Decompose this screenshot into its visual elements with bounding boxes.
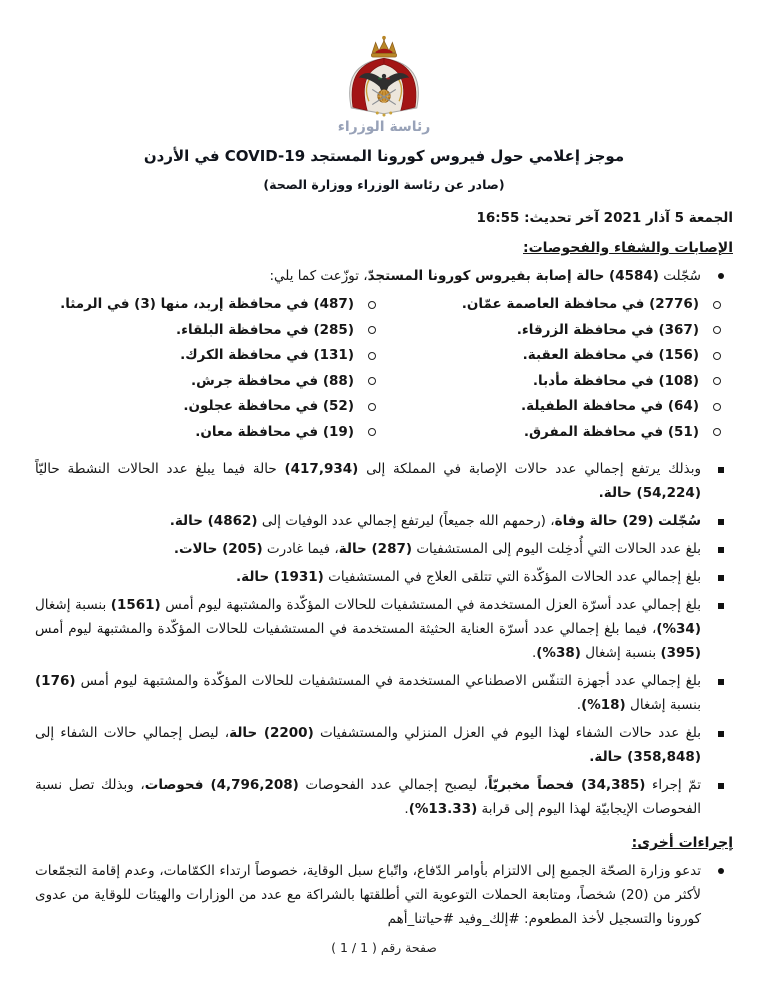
text-segment: (395) — [660, 645, 701, 661]
document-title: موجز إعلامي حول فيروس كورونا المستجد COVID-19 في الأردن — [143, 147, 625, 165]
text-segment: (54,224) حالة. — [598, 485, 701, 501]
governorate-text: (487) في محافظة إربد، منها (3) في الرمثا. — [60, 296, 354, 312]
governorate-item — [35, 318, 388, 344]
stat-text — [35, 673, 701, 713]
stat-bullet — [35, 773, 733, 821]
bullet-disc-marker — [718, 273, 724, 279]
text-segment: . — [404, 801, 409, 817]
crown-icon — [371, 36, 396, 57]
intro-list — [35, 264, 733, 288]
jordan-emblem-logo — [35, 34, 733, 118]
text-segment: ، (رحمهم الله جميعاً) ليرتفع إجمالي عدد الوفيات إلى — [257, 513, 555, 529]
governorate-item — [35, 369, 388, 395]
bullet-circle-marker — [368, 428, 376, 436]
intro-bullet — [35, 264, 733, 288]
pm-office-calligraphy: رئاسة الوزراء — [337, 119, 431, 135]
stat-bullet — [35, 669, 733, 717]
final-bullet — [35, 859, 733, 931]
text-segment: ، ليصل إجمالي حالات الشفاء إلى — [35, 725, 230, 741]
bullet-circle-marker — [368, 301, 376, 309]
text-segment: ، توزّعت كما يلي: — [269, 268, 368, 284]
governorate-item — [35, 292, 388, 318]
governorate-text: (19) في محافظة معان. — [195, 423, 354, 440]
bullet-circle-marker — [713, 377, 721, 385]
document-header — [35, 34, 733, 226]
governorate-item — [35, 343, 388, 369]
text-segment: وبذلك يرتفع إجمالي عدد حالات الإصابة في المملكة إلى — [358, 461, 701, 477]
bullet-circle-marker — [713, 428, 721, 436]
bullet-square-marker — [718, 603, 725, 610]
text-segment: (358,848) حالة. — [589, 749, 701, 765]
governorate-item — [388, 420, 733, 446]
text-segment: (1931) حالة. — [236, 569, 324, 585]
text-segment: بنسبة إشغال — [580, 645, 661, 661]
text-segment: (34,385) فحصاً مخبريّاً — [487, 777, 646, 793]
bullet-circle-marker — [368, 352, 376, 360]
governorate-item — [35, 394, 388, 420]
stat-text — [35, 725, 701, 765]
governorate-item — [388, 343, 733, 369]
text-segment: (4584) حالة إصابة بفيروس كورونا المستجدّ — [367, 268, 659, 284]
governorate-list-right — [388, 292, 733, 445]
text-segment: بلغ إجمالي عدد الحالات المؤكّدة التي تتلقى العلاج في المستشفيات — [323, 569, 701, 585]
stat-text — [236, 569, 701, 585]
coat-of-arms-icon — [325, 34, 443, 118]
governorate-text: (2776) في محافظة العاصمة عمّان. — [461, 296, 699, 312]
text-segment: سُجّلت — [658, 268, 701, 284]
bullet-circle-marker — [713, 301, 721, 309]
other-measures-list — [35, 859, 733, 931]
text-segment: بنسبة إشغال — [35, 597, 111, 613]
text-segment: . — [531, 645, 537, 661]
stat-bullet — [35, 509, 733, 533]
text-segment: (2200) حالة — [229, 725, 314, 741]
text-segment: بلغ إجمالي عدد أجهزة التنفّس الاصطناعي المستخدمة في المستشفيات للحالات المؤكّدة والمشتبهة ليوم أمس — [75, 673, 701, 689]
document-subtitle: (صادر عن رئاسة الوزراء ووزارة الصحة) — [263, 177, 505, 192]
text-segment: بلغ عدد الحالات التي أُدخِلت اليوم إلى المستشفيات — [412, 541, 701, 557]
stat-bullet — [35, 721, 733, 769]
text-segment: حالة فيما يبلغ عدد الحالات النشطة حاليّاً — [35, 461, 285, 477]
text-segment: (%13.33) — [408, 801, 478, 817]
text-segment: بلغ إجمالي عدد أسرّة العزل المستخدمة في المستشفيات للحالات المؤكّدة والمشتبهة ليوم أمس — [160, 597, 701, 613]
bullet-square-marker — [718, 783, 725, 790]
text-segment: (4,796,208) فحوصات — [144, 777, 299, 793]
stat-text — [174, 541, 701, 557]
text-segment: سُجّلت (29) حالة وفاة — [554, 513, 701, 529]
bullet-disc-marker — [718, 868, 724, 874]
stat-text — [35, 777, 701, 817]
bullet-square-marker — [718, 679, 725, 686]
text-segment: (176) — [35, 673, 76, 689]
stat-bullet — [35, 457, 733, 505]
governorate-item — [35, 420, 388, 446]
governorate-text: (108) في محافظة مأدبا. — [532, 372, 699, 389]
text-segment: بنسبة إشغال — [625, 697, 701, 713]
bullet-circle-marker — [368, 326, 376, 334]
text-segment: تمّ إجراء — [645, 777, 701, 793]
text-segment: (417,934) — [284, 461, 359, 477]
bullet-square-marker — [718, 575, 725, 582]
text-segment: ، فيما بلغ إجمالي عدد أسرّة العناية الحثيثة المستخدمة في المستشفيات للحالات المؤكّدة والمشتبهة ليوم أمس — [35, 621, 657, 637]
text-segment: (%38) — [536, 645, 581, 661]
governorate-columns — [35, 292, 733, 445]
governorate-list-left — [35, 292, 388, 445]
governorate-text: (131) في محافظة الكرك. — [180, 347, 354, 363]
document-body — [35, 240, 733, 931]
governorate-item — [388, 394, 733, 420]
governorate-text: (51) في محافظة المفرق. — [523, 423, 699, 440]
governorate-text: (64) في محافظة الطفيلة. — [521, 398, 699, 414]
text-segment: (205) حالات. — [173, 541, 263, 557]
final-text — [35, 863, 701, 927]
bullet-square-marker — [718, 519, 725, 526]
bullet-square-marker — [718, 467, 725, 474]
section-heading-cases: الإصابات والشفاء والفحوصات: — [523, 240, 733, 256]
governorate-item — [388, 318, 733, 344]
page-number: صفحة رقم ( 1 / 1 ) — [331, 940, 437, 955]
governorate-text: (156) في محافظة العقبة. — [522, 347, 699, 363]
bullet-square-marker — [718, 547, 725, 554]
governorate-text: (285) في محافظة البلقاء. — [176, 321, 354, 338]
stat-bullet — [35, 565, 733, 589]
text-segment: ، ليصبح إجمالي عدد الفحوصات — [298, 777, 488, 793]
bullet-circle-marker — [713, 352, 721, 360]
text-segment: (4862) حالة. — [169, 513, 258, 529]
stat-text — [35, 597, 701, 661]
text-segment: (287) حالة — [338, 541, 413, 557]
text-segment: بلغ عدد حالات الشفاء لهذا اليوم في العزل المنزلي والمستشفيات — [313, 725, 701, 741]
stat-text — [35, 461, 701, 501]
date-line: الجمعة 5 آذار 2021 آخر تحديث: 16:55 — [476, 210, 733, 226]
text-segment: . — [576, 697, 582, 713]
text-segment: تدعو وزارة الصحّة الجميع إلى الالتزام بأوامر الدّفاع، واتّباع سبل الوقاية، خصوصاً ارتداء الكمّامات، وعدم إقامة التجمّعات لأكثر من (20) شخصاً، ومتابعة الحملات التوعوية التي أطلقتها بالشراكة مع عدد من الوزارات والهيئات للوقاية من عدوى كورونا والتسجيل لأخذ المطعوم: #إلك_وفيد #حياتنا_أهم — [35, 863, 701, 927]
stat-bullet — [35, 537, 733, 561]
section-heading-other: إجراءات أخرى: — [631, 835, 733, 851]
governorate-text: (88) في محافظة جرش. — [191, 372, 354, 389]
stat-text — [170, 513, 701, 529]
governorate-item — [388, 369, 733, 395]
governorate-text: (52) في محافظة عجلون. — [183, 398, 354, 414]
text-segment: (1561) — [110, 597, 161, 613]
bullet-circle-marker — [713, 403, 721, 411]
text-segment: ، وبذلك تصل نسبة الفحوصات الإيجابيّة لهذا اليوم إلى قرابة — [35, 777, 701, 817]
text-segment: (%18) — [581, 697, 626, 713]
bullet-circle-marker — [368, 403, 376, 411]
intro-text — [269, 268, 701, 284]
governorate-text: (367) في محافظة الزرقاء. — [516, 321, 699, 338]
bullet-square-marker — [718, 731, 725, 738]
bullet-circle-marker — [368, 377, 376, 385]
bullet-circle-marker — [713, 326, 721, 334]
text-segment: (%34) — [656, 621, 701, 637]
governorate-item — [388, 292, 733, 318]
text-segment: ، فيما غادرت — [262, 541, 339, 557]
statistics-list — [35, 457, 733, 821]
globe-icon — [378, 90, 391, 103]
stat-bullet — [35, 593, 733, 665]
